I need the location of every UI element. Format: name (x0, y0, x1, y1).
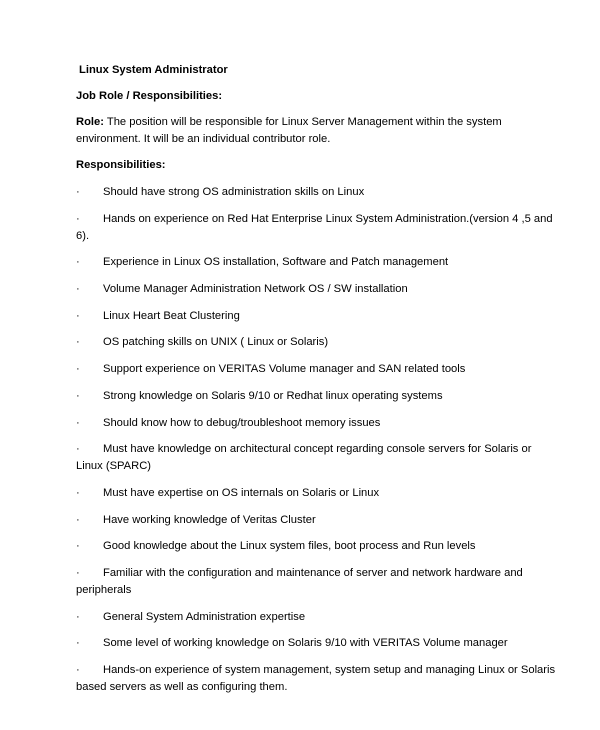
role-paragraph (76, 114, 556, 148)
responsibilities-heading: Responsibilities: (76, 159, 166, 171)
bullet-marker: · (76, 212, 80, 225)
list-item-text: Linux Heart Beat Clustering (103, 309, 240, 322)
list-item-text: Should know how to debug/troubleshoot memory issues (103, 416, 381, 429)
bullet-marker: · (76, 513, 80, 526)
bullet-marker: · (76, 566, 80, 579)
list-item-text: Familiar with the configuration and maintenance of server and network hardware and peripherals (76, 566, 523, 596)
list-item-text: OS patching skills on UNIX ( Linux or Solaris) (103, 336, 329, 349)
list-item (76, 565, 556, 599)
list-item (76, 635, 556, 652)
bullet-marker: · (76, 309, 80, 322)
bullet-marker: · (76, 336, 80, 349)
list-item (76, 184, 556, 201)
list-item-text: Experience in Linux OS installation, Software and Patch management (103, 256, 449, 269)
list-item-text: Hands-on experience of system management, system setup and managing Linux or Solaris based servers as well as configuring them. (76, 664, 556, 693)
list-item-text: Should have strong OS administration skills on Linux (103, 186, 365, 198)
list-item (76, 388, 556, 405)
list-item (76, 254, 556, 271)
bullet-marker: · (76, 664, 80, 676)
list-item (76, 662, 556, 696)
list-item (76, 512, 556, 529)
responsibilities-list (76, 184, 556, 696)
list-item-text: Hands on experience on Red Hat Enterprise Linux System Administration.(version 4 ,5 and 6). (76, 212, 553, 242)
bullet-marker: · (76, 416, 80, 429)
list-item (76, 441, 556, 475)
bullet-marker: · (76, 486, 80, 499)
list-item-text: General System Administration expertise (103, 610, 306, 623)
role-label: Role: (76, 116, 104, 128)
bullet-marker: · (76, 186, 80, 198)
bullet-marker: · (76, 256, 80, 269)
list-item (76, 609, 556, 626)
bullet-marker: · (76, 363, 80, 376)
document-title: Linux System Administrator (79, 64, 228, 76)
list-item (76, 538, 556, 555)
list-item-text: Must have expertise on OS internals on Solaris or Linux (103, 486, 380, 499)
list-item (76, 485, 556, 502)
list-item (76, 361, 556, 378)
list-item-text: Strong knowledge on Solaris 9/10 or Redhat linux operating systems (103, 389, 443, 402)
role-text: The position will be responsible for Linux Server Management within the system environment. It will be an individual contributor role. (76, 116, 502, 145)
bullet-marker: · (76, 389, 80, 402)
list-item (76, 308, 556, 325)
list-item (76, 334, 556, 351)
list-item-text: Support experience on VERITAS Volume manager and SAN related tools (103, 363, 466, 376)
list-item-text: Must have knowledge on architectural concept regarding console servers for Solaris or Linux (SPARC) (76, 443, 532, 473)
list-item-text: Have working knowledge of Veritas Cluster (103, 513, 316, 526)
document-body (76, 62, 556, 706)
list-item (76, 415, 556, 432)
job-role-heading: Job Role / Responsibilities: (76, 90, 223, 102)
list-item (76, 211, 556, 245)
bullet-marker: · (76, 610, 80, 623)
bullet-marker: · (76, 540, 80, 553)
bullet-marker: · (76, 283, 80, 296)
list-item-text: Some level of working knowledge on Solaris 9/10 with VERITAS Volume manager (103, 637, 508, 650)
bullet-marker: · (76, 637, 80, 650)
list-item-text: Good knowledge about the Linux system files, boot process and Run levels (103, 540, 476, 553)
list-item-text: Volume Manager Administration Network OS / SW installation (103, 283, 408, 296)
list-item (76, 281, 556, 298)
bullet-marker: · (76, 443, 80, 456)
